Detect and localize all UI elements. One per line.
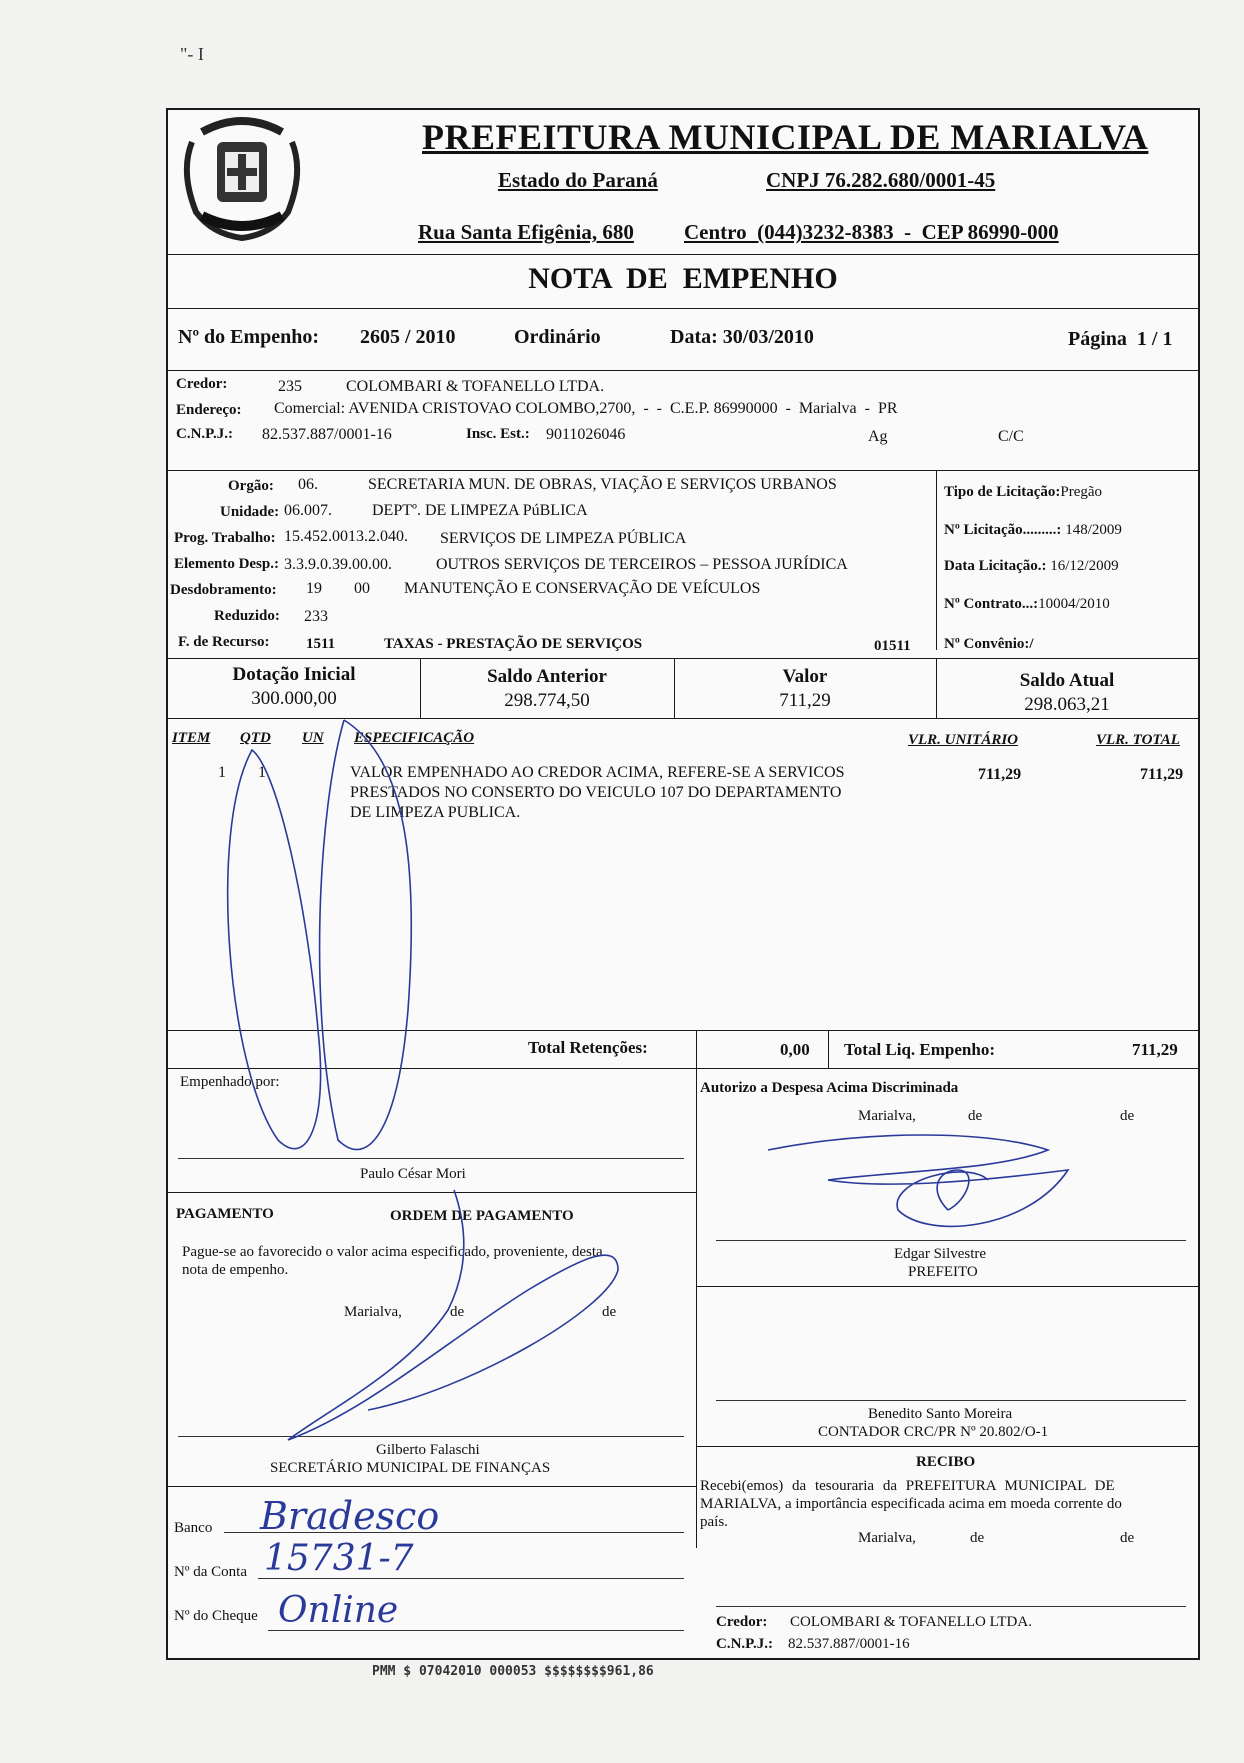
desdobramento-name: MANUTENÇÃO E CONSERVAÇÃO DE VEÍCULOS bbox=[404, 580, 761, 597]
cheque-label: Nº do Cheque bbox=[174, 1608, 258, 1624]
recibo-de-2: de bbox=[1120, 1530, 1135, 1546]
item-qty: 1 bbox=[258, 764, 266, 781]
conta-label: Nº da Conta bbox=[174, 1564, 247, 1580]
pagamento-label: PAGAMENTO bbox=[176, 1206, 274, 1222]
elemento-name: OUTROS SERVIÇOS DE TERCEIROS – PESSOA JURÍDICA bbox=[436, 556, 848, 573]
credor-name: COLOMBARI & TOFANELLO LTDA. bbox=[346, 378, 605, 395]
item-desc-line-1: VALOR EMPENHADO AO CREDOR ACIMA, REFERE-SE A SERVICOS bbox=[350, 764, 845, 781]
orgao-label: Orgão: bbox=[228, 478, 274, 494]
autorizo-place: Marialva, bbox=[858, 1108, 916, 1124]
item-desc-line-3: DE LIMPEZA PUBLICA. bbox=[350, 804, 521, 821]
dotacao-label: Dotação Inicial bbox=[232, 664, 356, 685]
municipal-coat-of-arms-icon bbox=[172, 112, 312, 242]
licitacao-type-label: Tipo de Licitação:Pregão bbox=[944, 484, 1103, 500]
liq-empenho-label: Total Liq. Empenho: bbox=[844, 1040, 995, 1059]
empenho-type: Ordinário bbox=[514, 326, 601, 348]
unidade-label: Unidade: bbox=[220, 504, 280, 520]
valor-value: 711,29 bbox=[779, 690, 831, 711]
pagamento-text-1: Pague-se ao favorecido o valor acima especificado, proveniente, desta bbox=[182, 1244, 603, 1260]
reduzido: 233 bbox=[304, 608, 328, 625]
ordem-pagamento-label: ORDEM DE PAGAMENTO bbox=[390, 1208, 574, 1224]
recibo-de-1: de bbox=[970, 1530, 985, 1546]
liq-empenho-value: 711,29 bbox=[1132, 1040, 1178, 1059]
contador-signer: Benedito Santo Moreira bbox=[868, 1406, 1013, 1422]
header-cnpj: CNPJ 76.282.680/0001-45 bbox=[766, 168, 996, 192]
empenhado-signer: Paulo César Mori bbox=[360, 1166, 466, 1182]
prog-label: Prog. Trabalho: bbox=[174, 530, 276, 546]
footer-stamp: PMM $ 07042010 000053 $$$$$$$$961,86 bbox=[372, 1664, 654, 1679]
licitacao-date-label: Data Licitação.: 16/12/2009 bbox=[944, 558, 1119, 574]
contrato-label: Nº Contrato...:10004/2010 bbox=[944, 596, 1110, 612]
endereco-label: Endereço: bbox=[176, 402, 242, 418]
recurso-label: F. de Recurso: bbox=[178, 634, 270, 650]
reduzido-label: Reduzido: bbox=[214, 608, 280, 624]
secretario-signer: Gilberto Falaschi bbox=[376, 1442, 480, 1458]
recibo-text-1: Recebi(emos) da tesouraria da PREFEITURA MUNICIPAL DE bbox=[700, 1478, 1115, 1494]
corner-marks: "- I bbox=[180, 44, 204, 64]
credor-code: 235 bbox=[278, 378, 302, 395]
item-number: 1 bbox=[218, 764, 226, 781]
autorizo-de-1: de bbox=[968, 1108, 983, 1124]
ag-label: Ag bbox=[868, 428, 888, 445]
credor-label: Credor: bbox=[176, 376, 228, 392]
retencoes-value: 0,00 bbox=[780, 1040, 810, 1059]
col-header-item: ITEM bbox=[172, 730, 211, 746]
nota-de-empenho-form bbox=[166, 108, 1200, 1660]
prefeito-signer: Edgar Silvestre bbox=[894, 1246, 987, 1262]
secretario-role: SECRETÁRIO MUNICIPAL DE FINANÇAS bbox=[270, 1460, 551, 1476]
credor-address: Comercial: AVENIDA CRISTOVAO COLOMBO,2700, - - C.E.P. 86990000 - Marialva - PR bbox=[274, 400, 898, 417]
recurso-code: 1511 bbox=[306, 636, 336, 652]
saldo-anterior-value: 298.774,50 bbox=[504, 690, 590, 711]
item-total-value: 711,29 bbox=[1140, 766, 1184, 783]
prog-code: 15.452.0013.2.040. bbox=[284, 528, 408, 545]
pagamento-de-2: de bbox=[602, 1304, 617, 1320]
convenio-label: Nº Convênio:/ bbox=[944, 636, 1034, 652]
contrato-number: 10004/2010 bbox=[1038, 596, 1110, 612]
empenhado-por-label: Empenhado por: bbox=[180, 1074, 280, 1090]
orgao-name: SECRETARIA MUN. DE OBRAS, VIAÇÃO E SERVIÇOS URBANOS bbox=[368, 476, 837, 493]
desdobramento-label: Desdobramento: bbox=[170, 582, 277, 598]
prefeito-role: PREFEITO bbox=[908, 1264, 978, 1280]
prog-name: SERVIÇOS DE LIMPEZA PÚBLICA bbox=[440, 530, 687, 547]
document-title: NOTA DE EMPENHO bbox=[528, 262, 838, 295]
retencoes-label: Total Retenções: bbox=[528, 1038, 648, 1057]
state-name: Estado do Paraná bbox=[498, 168, 658, 192]
col-header-vlr-unitario: VLR. UNITÁRIO bbox=[908, 732, 1019, 748]
licitacao-number: 148/2009 bbox=[1065, 522, 1122, 538]
conta-handwritten: 15731-7 bbox=[264, 1538, 414, 1579]
col-header-un: UN bbox=[302, 730, 324, 746]
cc-label: C/C bbox=[998, 428, 1024, 445]
elemento-label: Elemento Desp.: bbox=[174, 556, 279, 572]
page-title: PREFEITURA MUNICIPAL DE MARIALVA bbox=[422, 117, 1149, 157]
credor-cnpj: 82.537.887/0001-16 bbox=[262, 426, 392, 443]
unidade-name: DEPTº. DE LIMPEZA PúBLICA bbox=[372, 502, 588, 519]
banco-label: Banco bbox=[174, 1520, 213, 1536]
empenho-number-label: Nº do Empenho: bbox=[178, 326, 320, 348]
recibo-text-3: país. bbox=[700, 1514, 728, 1530]
elemento-code: 3.3.9.0.39.00.00. bbox=[284, 556, 392, 573]
desdobramento-sub: 00 bbox=[354, 580, 370, 597]
col-header-especificacao: ESPECIFICAÇÃO bbox=[354, 730, 475, 746]
unidade-code: 06.007. bbox=[284, 502, 332, 519]
pagamento-place: Marialva, bbox=[344, 1304, 402, 1320]
saldo-atual-label: Saldo Atual bbox=[1019, 670, 1115, 691]
insc-est: 9011026046 bbox=[546, 426, 626, 443]
saldo-anterior-label: Saldo Anterior bbox=[487, 666, 607, 687]
col-header-qtd: QTD bbox=[240, 730, 271, 746]
district-phone-cep: Centro (044)3232-8383 - CEP 86990-000 bbox=[684, 220, 1059, 244]
col-header-vlr-total: VLR. TOTAL bbox=[1096, 732, 1180, 748]
dotacao-value: 300.000,00 bbox=[251, 688, 337, 709]
recibo-place: Marialva, bbox=[858, 1530, 916, 1546]
street-address: Rua Santa Efigênia, 680 bbox=[418, 220, 634, 244]
desdobramento-code: 19 bbox=[306, 580, 322, 597]
licitacao-date: 16/12/2009 bbox=[1050, 558, 1119, 574]
empenho-number: 2605 / 2010 bbox=[360, 326, 456, 348]
recibo-cnpj: 82.537.887/0001-16 bbox=[788, 1636, 910, 1652]
recibo-credor: COLOMBARI & TOFANELLO LTDA. bbox=[790, 1614, 1032, 1630]
recibo-text-2: MARIALVA, a importância especificada acima em moeda corrente do bbox=[700, 1496, 1122, 1512]
contador-role: CONTADOR CRC/PR Nº 20.802/O-1 bbox=[818, 1424, 1049, 1440]
saldo-atual-value: 298.063,21 bbox=[1024, 694, 1110, 715]
valor-label: Valor bbox=[782, 666, 828, 687]
pagamento-de-1: de bbox=[450, 1304, 465, 1320]
recibo-label: RECIBO bbox=[916, 1454, 976, 1470]
item-unit-value: 711,29 bbox=[978, 766, 1022, 783]
recibo-credor-label: Credor: bbox=[716, 1614, 768, 1630]
licitacao-number-label: Nº Licitação.........: 148/2009 bbox=[944, 522, 1122, 538]
page-number: Página 1 / 1 bbox=[1068, 328, 1173, 350]
insc-est-label: Insc. Est.: bbox=[466, 426, 530, 442]
orgao-code: 06. bbox=[298, 476, 318, 493]
banco-handwritten: Bradesco bbox=[260, 1494, 440, 1538]
empenho-date: Data: 30/03/2010 bbox=[670, 326, 814, 348]
credor-cnpj-label: C.N.P.J.: bbox=[176, 426, 233, 442]
recurso-name: TAXAS - PRESTAÇÃO DE SERVIÇOS bbox=[384, 636, 643, 652]
item-desc-line-2: PRESTADOS NO CONSERTO DO VEICULO 107 DO DEPARTAMENTO bbox=[350, 784, 842, 801]
recibo-cnpj-label: C.N.P.J.: bbox=[716, 1636, 773, 1652]
recurso-code-2: 01511 bbox=[874, 638, 911, 654]
autorizo-label: Autorizo a Despesa Acima Discriminada bbox=[700, 1080, 959, 1096]
pagamento-text-2: nota de empenho. bbox=[182, 1262, 289, 1278]
licitacao-type: Pregão bbox=[1060, 484, 1103, 500]
cheque-handwritten: Online bbox=[278, 1590, 399, 1631]
autorizo-de-2: de bbox=[1120, 1108, 1135, 1124]
